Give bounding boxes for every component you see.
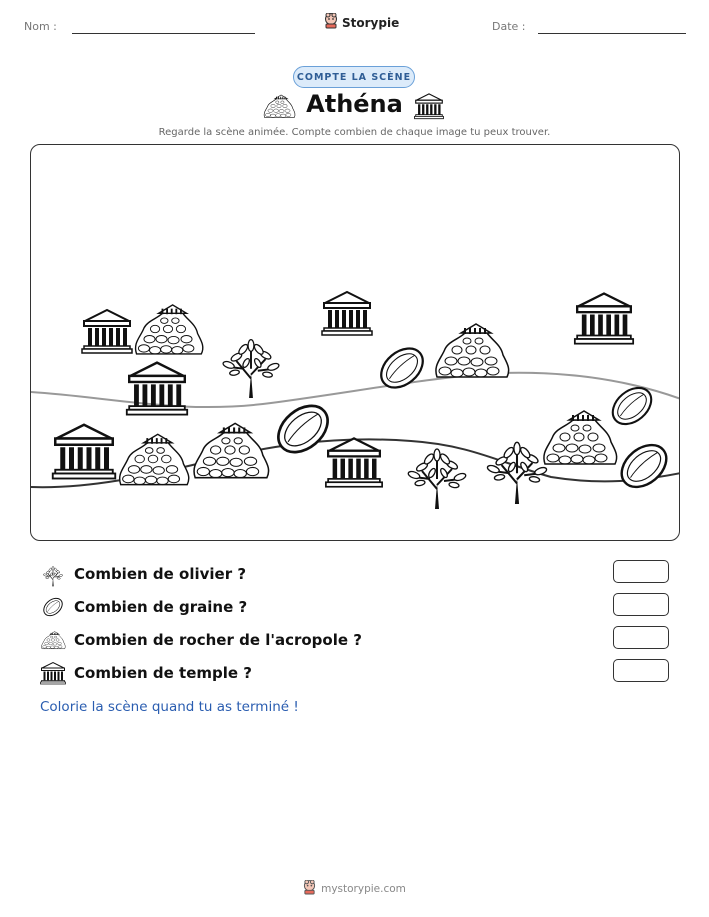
temple-icon	[414, 92, 444, 124]
answer-box-temple[interactable]	[613, 659, 669, 682]
scene-illustration	[31, 145, 680, 541]
storypie-logo-icon	[303, 880, 316, 898]
temple-3	[575, 294, 633, 344]
name-line[interactable]	[72, 33, 255, 34]
seed-2	[269, 396, 336, 461]
question-text: Combien de olivier ?	[74, 565, 247, 583]
rock-1	[136, 305, 203, 354]
seed-icon	[40, 594, 66, 620]
acropolis-rock-icon	[40, 627, 66, 653]
answer-box-olive-tree[interactable]	[613, 560, 669, 583]
answer-box-acropolis-rock[interactable]	[613, 626, 669, 649]
answer-box-seed[interactable]	[613, 593, 669, 616]
question-acropolis-rock	[40, 627, 362, 653]
seed-3	[606, 381, 658, 432]
page-subtitle: Regarde la scène animée. Compte combien de chaque image tu peux trouver.	[158, 127, 551, 138]
question-olive-tree	[40, 561, 246, 587]
question-text: Combien de rocher de l'acropole ?	[74, 631, 362, 649]
question-text: Combien de graine ?	[74, 598, 248, 616]
rock-2	[436, 324, 509, 377]
date-line[interactable]	[538, 33, 686, 34]
rock-4	[194, 423, 269, 477]
scene-panel[interactable]	[30, 144, 680, 541]
seed-4	[614, 437, 675, 496]
temple-2	[322, 292, 372, 335]
question-seed	[40, 594, 247, 620]
footer-url[interactable]: mystorypie.com	[321, 883, 406, 895]
rock-3	[120, 434, 189, 484]
olive-tree-3	[486, 442, 547, 504]
date-label: Date :	[492, 20, 526, 33]
name-label: Nom :	[24, 20, 57, 33]
section-badge: COMPTE LA SCÈNE	[293, 66, 415, 88]
footer	[0, 880, 709, 898]
question-text: Combien de temple ?	[74, 664, 252, 682]
storypie-logo-icon	[324, 13, 338, 32]
olive-tree-1	[222, 340, 280, 398]
brand	[324, 13, 399, 32]
temple-1	[82, 310, 132, 353]
question-temple	[40, 660, 252, 686]
temple-icon	[40, 660, 66, 686]
olive-tree-2	[407, 449, 466, 509]
color-instruction: Colorie la scène quand tu as terminé !	[40, 699, 299, 715]
temple-5	[53, 425, 116, 479]
brand-name: Storypie	[342, 15, 400, 30]
rock-5	[544, 411, 617, 464]
temple-6	[326, 438, 382, 486]
olive-tree-icon	[40, 561, 66, 587]
page-title: Athéna	[306, 90, 403, 118]
temple-4	[127, 363, 187, 415]
